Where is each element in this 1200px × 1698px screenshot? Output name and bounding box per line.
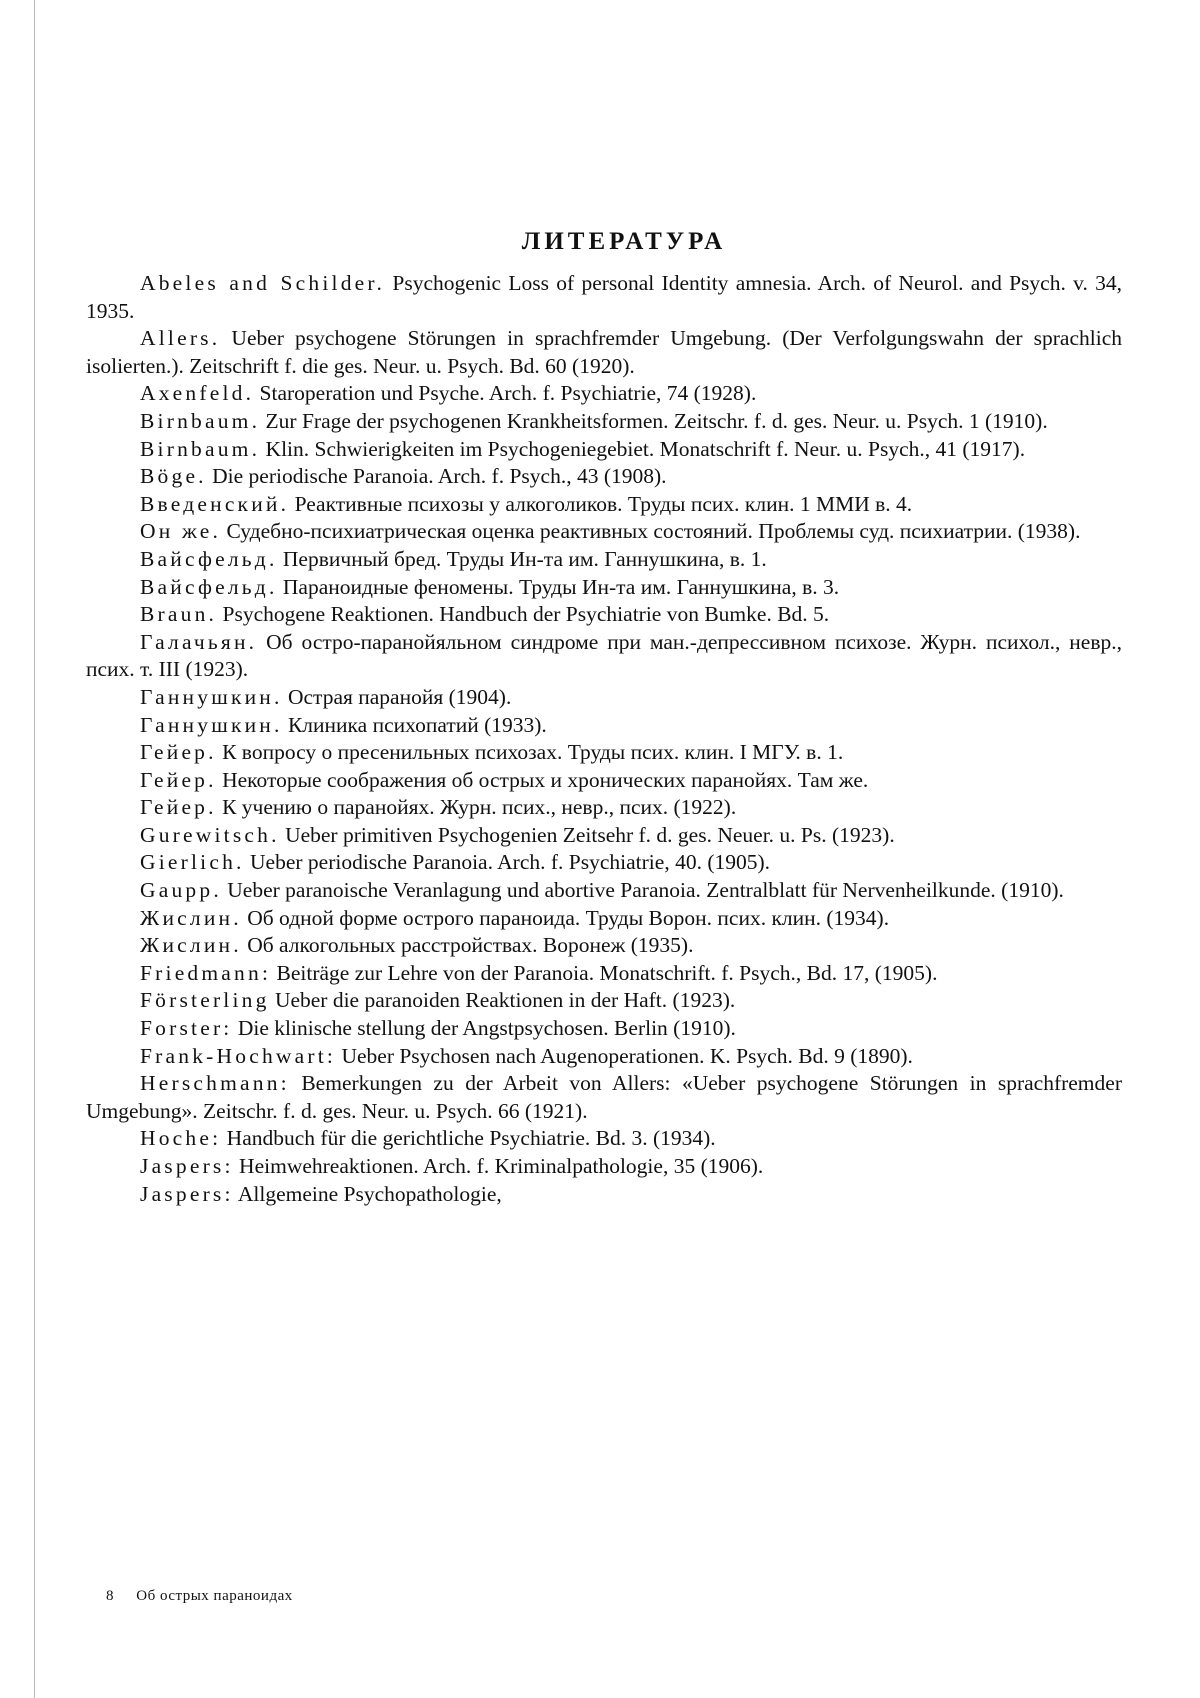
reference-author: Gaupp. [140,878,222,903]
reference-text: Allgemeine Psychopathologie, [233,1181,502,1206]
reference-list [86,270,1122,1208]
reference-entry [86,380,1122,408]
reference-author: Jaspers: [140,1181,234,1206]
reference-text: Psychogenic Loss of personal Identity amnesia. Arch. of Neurol. and Psych. v. 34, 1935. [86,271,1122,323]
reference-entry [86,574,1122,602]
reference-text: К вопросу о пресенильных психозах. Труды псих. клин. I МГУ. в. 1. [216,740,844,765]
page-footer [106,1588,293,1605]
reference-text: Ueber psychogene Störungen in sprachfremder Umgebung. (Der Verfolgungswahn der sprachlich isolierten.). Zeitschrift f. die ges. Neur. u. Psych. Bd. 60 (1920). [86,326,1122,378]
reference-text: Ueber paranoische Veranlagung und abortive Paranoia. Zentralblatt für Nervenheilkunde. (1910). [221,878,1064,903]
reference-text: Некоторые соображения об острых и хронических паранойях. Там же. [216,767,869,792]
reference-entry [86,739,1122,767]
reference-text: Handbuch für die gerichtliche Psychiatrie. Bd. 3. (1934). [221,1126,716,1151]
reference-author: Жислин. [140,905,242,930]
reference-entry [86,849,1122,877]
reference-entry [86,1181,1122,1209]
reference-author: Гейер. [140,795,217,820]
reference-text: Судебно-психиатрическая оценка реактивных состояний. Проблемы суд. психиатрии. (1938). [221,519,1081,544]
reference-author: Jaspers: [140,1154,234,1178]
reference-author: Ганнушкин. [140,684,283,709]
reference-text: Ueber Psychosen nach Augenoperationen. K. Psych. Bd. 9 (1890). [336,1043,913,1068]
reference-author: Abeles and Schilder. [140,271,386,295]
reference-author: Gurewitsch. [140,822,280,847]
reference-text: Острая паранойя (1904). [282,684,512,709]
reference-text: Die klinische stellung der Angstpsychosen. Berlin (1910). [232,1016,736,1041]
reference-text: Zur Frage der psychogenen Krankheitsformen. Zeitschr. f. d. ges. Neur. u. Psych. 1 (1910). [260,408,1048,433]
reference-text: Die periodische Paranoia. Arch. f. Psych., 43 (1908). [206,464,667,489]
reference-entry [86,877,1122,905]
reference-entry [86,794,1122,822]
reference-entry [86,905,1122,933]
page-number: 8 [106,1588,114,1604]
reference-author: Birnbaum. [140,408,261,433]
reference-author: Friedmann: [140,960,272,985]
reference-entry [86,932,1122,960]
reference-entry [86,629,1122,684]
reference-entry [86,822,1122,850]
reference-author: Allers. [140,326,221,351]
reference-text: Первичный бред. Труды Ин-та им. Ганнушкина, в. 1. [277,546,767,571]
reference-author: Жислин. [140,933,242,958]
reference-text: Staroperation und Psyche. Arch. f. Psychiatrie, 74 (1928). [254,381,757,406]
reference-author: Hoche: [140,1126,222,1151]
page-edge-line [34,0,35,1698]
reference-author: Вайсфельд. [140,574,278,599]
reference-author: Галачьян. [140,629,258,654]
running-footer-title: Об острых параноидах [136,1588,293,1604]
reference-text: Реактивные психозы у алкоголиков. Труды псих. клин. 1 ММИ в. 4. [289,491,913,516]
reference-author: Гейер. [140,767,217,792]
reference-author: Он же. [140,519,222,544]
reference-entry [86,712,1122,740]
reference-entry [86,1015,1122,1043]
reference-author: Försterling [140,988,270,1013]
reference-author: Böge. [140,464,207,489]
bibliography-section [86,228,1122,1208]
reference-text: Beiträge zur Lehre von der Paranoia. Monatschrift. f. Psych., Bd. 17, (1905). [271,960,938,985]
reference-entry [86,767,1122,795]
reference-entry [86,1070,1122,1125]
reference-author: Birnbaum. [140,436,261,461]
reference-text: Bemerkungen zu der Arbeit von Allers: «Ueber psychogene Störungen in sprachfremder Umgebung». Zeitschr. f. d. ges. Neur. u. Psych. 66 (1921). [86,1071,1122,1123]
reference-text: Ueber die paranoiden Reaktionen in der Haft. (1923). [269,988,736,1013]
reference-entry [86,408,1122,436]
reference-entry [86,960,1122,988]
reference-text: Psychogene Reaktionen. Handbuch der Psychiatrie von Bumke. Bd. 5. [217,602,830,627]
reference-author: Frank-Hochwart: [140,1043,337,1068]
reference-entry [86,270,1122,325]
reference-text: Клиника психопатий (1933). [282,712,547,737]
reference-entry [86,987,1122,1015]
reference-entry [86,325,1122,380]
reference-text: Параноидные феномены. Труды Ин-та им. Ганнушкина, в. 3. [277,574,840,599]
reference-author: Вайсфельд. [140,546,278,571]
reference-entry [86,436,1122,464]
reference-text: Ueber primitiven Psychogenien Zeitsehr f. d. ges. Neuer. u. Ps. (1923). [279,822,895,847]
reference-entry [86,1125,1122,1153]
reference-entry [86,1043,1122,1071]
reference-author: Ганнушкин. [140,712,283,737]
reference-entry [86,546,1122,574]
reference-author: Gierlich. [140,850,245,875]
reference-entry [86,491,1122,519]
reference-text: Klin. Schwierigkeiten im Psychogeniegebiet. Monatschrift f. Neur. u. Psych., 41 (1917). [260,436,1026,461]
reference-text: Heimwehreaktionen. Arch. f. Kriminalpathologie, 35 (1906). [233,1154,764,1178]
reference-text: Об остро-паранойяльном синдроме при ман.-депрессивном психозе. Журн. психол., невр., псих. т. III (1923). [86,629,1122,682]
reference-text: К учению о паранойях. Журн. псих., невр., псих. (1922). [216,795,737,820]
reference-entry [86,601,1122,629]
reference-entry [86,1153,1122,1181]
reference-author: Herschmann: [140,1071,290,1096]
reference-author: Forster: [140,1016,233,1041]
reference-author: Гейер. [140,740,217,765]
reference-entry [86,463,1122,491]
page-title: ЛИТЕРАТУРА [521,228,727,255]
reference-author: Введенский. [140,491,290,516]
reference-text: Об одной форме острого параноида. Труды Ворон. псих. клин. (1934). [241,905,890,930]
reference-entry [86,684,1122,712]
reference-text: Ueber periodische Paranoia. Arch. f. Psychiatrie, 40. (1905). [244,850,771,875]
reference-author: Braun. [140,602,218,627]
reference-entry [86,518,1122,546]
reference-author: Axenfeld. [140,381,255,406]
reference-text: Об алкогольных расстройствах. Воронеж (1935). [241,933,694,958]
